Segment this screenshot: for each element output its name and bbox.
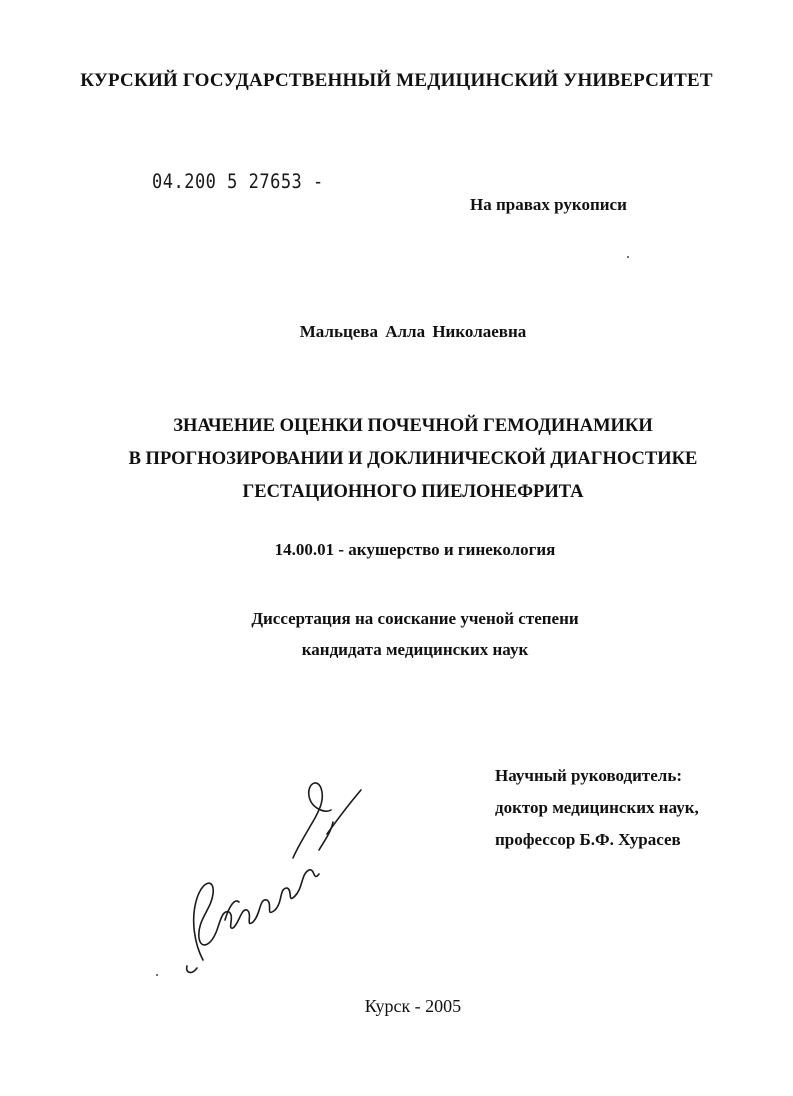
- supervisor-block: [495, 760, 699, 856]
- degree-line: Диссертация на соискание ученой степени: [251, 609, 579, 628]
- supervisor-heading: Научный руководитель:: [495, 766, 682, 785]
- degree-line: кандидата медицинских наук: [301, 640, 529, 659]
- scan-speck: [156, 974, 158, 976]
- supervisor-name: профессор Б.Ф. Хурасев: [495, 830, 681, 849]
- title-line: ЗНАЧЕНИЕ ОЦЕНКИ ПОЧЕЧНОЙ ГЕМОДИНАМИКИ: [173, 416, 653, 436]
- title-line: ГЕСТАЦИОННОГО ПИЕЛОНЕФРИТА: [242, 482, 584, 502]
- author-name: Мальцева Алла Николаевна: [299, 322, 527, 341]
- rights-note: На правах рукописи: [470, 195, 627, 214]
- specialty-code: 14.00.01 - акушерство и гинекология: [274, 540, 556, 559]
- degree-statement: [0, 603, 793, 665]
- dissertation-title: [0, 410, 793, 509]
- supervisor-degree: доктор медицинских наук,: [495, 798, 699, 817]
- scan-speck: [627, 256, 629, 258]
- library-stamp-code: 04.200 5 27653 -: [152, 170, 324, 194]
- title-line: В ПРОГНОЗИРОВАНИИ И ДОКЛИНИЧЕСКОЙ ДИАГНОСТИКЕ: [128, 449, 698, 469]
- handwritten-signature: [175, 770, 365, 980]
- university-name: КУРСКИЙ ГОСУДАРСТВЕННЫЙ МЕДИЦИНСКИЙ УНИВЕРСИТЕТ: [80, 70, 713, 91]
- place-and-year: Курск - 2005: [364, 996, 462, 1016]
